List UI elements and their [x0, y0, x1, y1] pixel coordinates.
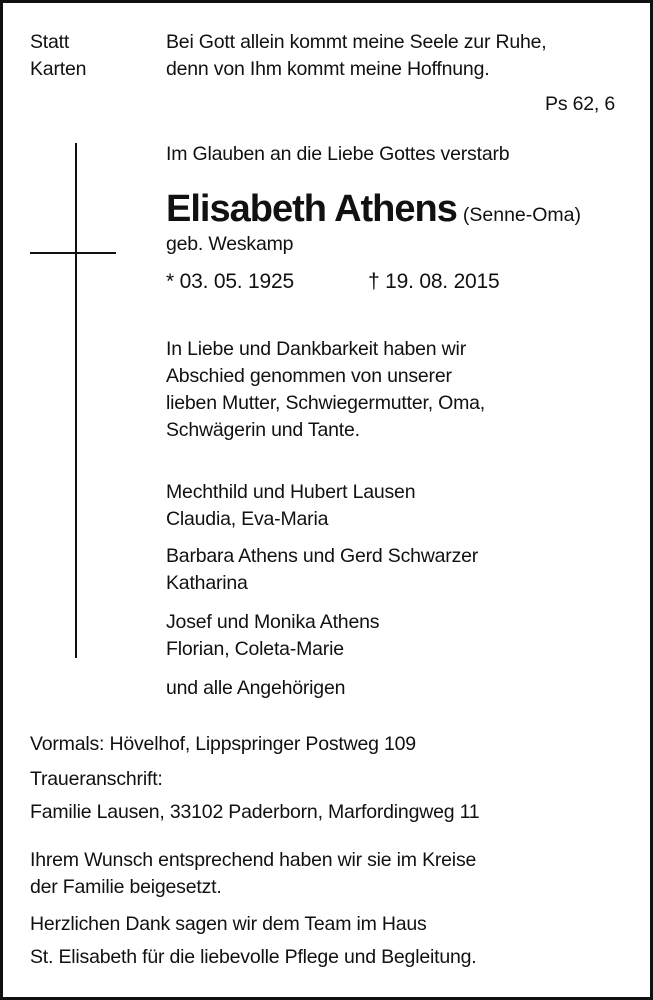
death-date: † 19. 08. 2015 — [368, 270, 500, 293]
mourning-address-label: Traueranschrift: — [30, 768, 163, 790]
quote-line: denn von Ihm kommt meine Hoffnung. — [166, 58, 490, 80]
family-children: Katharina — [166, 572, 248, 594]
family-group — [166, 543, 478, 597]
family-children: Florian, Coleta-Marie — [166, 638, 344, 660]
message-line: Abschied genommen von unserer — [166, 365, 452, 387]
family-names: Mechthild und Hubert Lausen — [166, 481, 416, 503]
birth-date: * 03. 05. 1925 — [166, 270, 294, 293]
thanks-note — [30, 911, 476, 971]
farewell-message — [166, 336, 485, 444]
deceased-nickname: (Senne-Oma) — [462, 204, 582, 226]
karten-label: Karten — [30, 58, 87, 80]
mourning-address-value: Familie Lausen, 33102 Paderborn, Marfordingweg 11 — [30, 801, 480, 823]
message-line: In Liebe und Dankbarkeit haben wir — [166, 338, 466, 360]
maiden-name: geb. Weskamp — [166, 233, 294, 255]
message-line: lieben Mutter, Schwiegermutter, Oma, — [166, 392, 486, 414]
deceased-name-line — [166, 188, 581, 231]
message-line: Schwägerin und Tante. — [166, 419, 360, 441]
psalm-reference: Ps 62, 6 — [545, 93, 615, 115]
intro-text: Im Glauben an die Liebe Gottes verstarb — [166, 143, 510, 165]
burial-note — [30, 847, 476, 901]
relatives-text: und alle Angehörigen — [166, 677, 346, 699]
burial-line: der Familie beigesetzt. — [30, 876, 222, 898]
family-names: Barbara Athens und Gerd Schwarzer — [166, 545, 479, 567]
family-children: Claudia, Eva-Maria — [166, 508, 329, 530]
deceased-name: Elisabeth Athens — [166, 188, 457, 230]
quote-line: Bei Gott allein kommt meine Seele zur Ruhe, — [166, 31, 547, 53]
mourning-address — [30, 766, 479, 826]
thanks-line: St. Elisabeth für die liebevolle Pflege und Begleitung. — [30, 946, 477, 968]
cross-icon-bar — [30, 252, 116, 254]
thanks-line: Herzlichen Dank sagen wir dem Team im Haus — [30, 913, 427, 935]
cross-icon — [75, 143, 77, 658]
former-address: Vormals: Hövelhof, Lippspringer Postweg 109 — [30, 733, 416, 755]
burial-line: Ihrem Wunsch entsprechend haben wir sie im Kreise — [30, 849, 477, 871]
statt-label: Statt — [30, 31, 70, 53]
statt-karten — [30, 29, 86, 83]
family-names: Josef und Monika Athens — [166, 611, 380, 633]
family-group — [166, 609, 379, 663]
psalm-quote — [166, 29, 547, 83]
family-group — [166, 479, 415, 533]
